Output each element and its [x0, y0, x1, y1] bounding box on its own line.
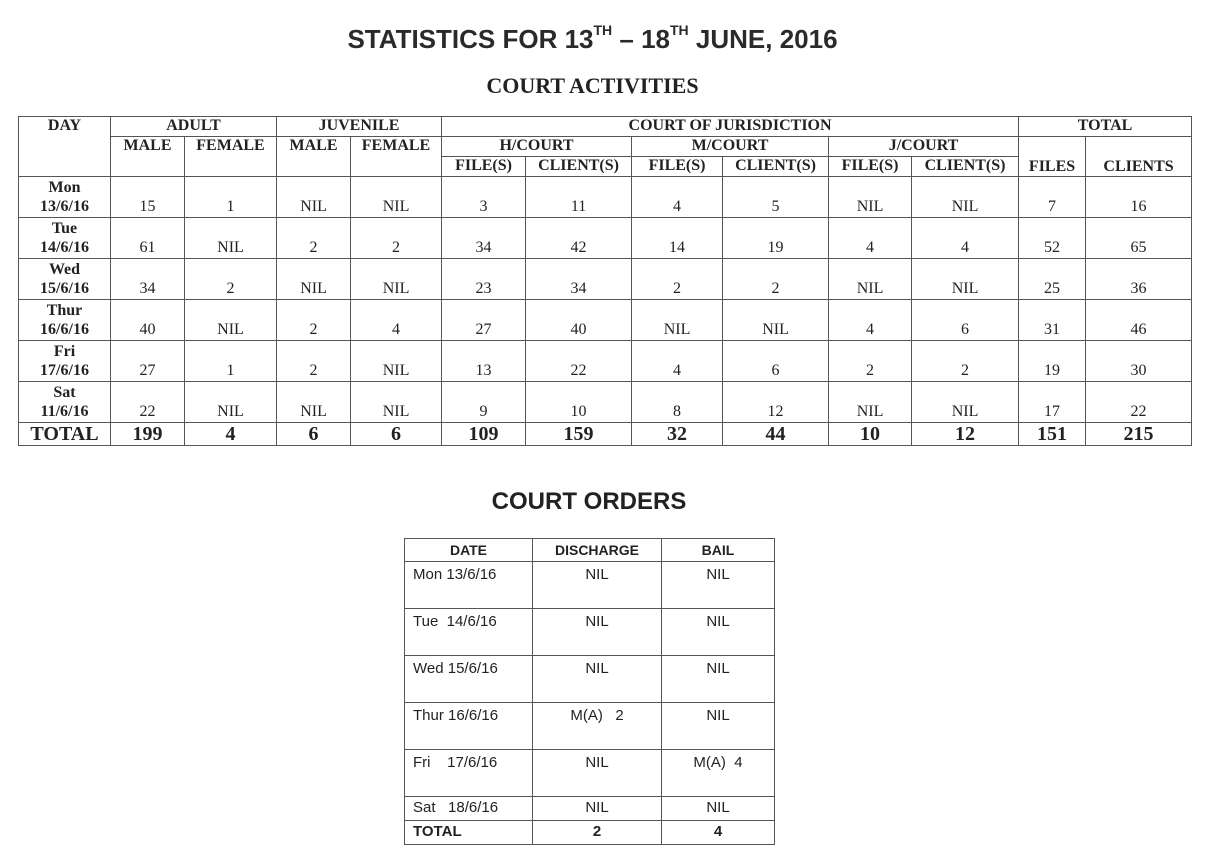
order-bail: NIL — [662, 703, 775, 750]
header-court-of-jurisdiction: COURT OF JURISDICTION — [442, 117, 1019, 137]
order-bail: NIL — [662, 609, 775, 656]
court-orders-table — [404, 538, 775, 845]
total-cell: 6 — [277, 423, 351, 446]
day-date: 16/6/16 — [40, 321, 89, 338]
orders-total-label: TOTAL — [405, 821, 533, 845]
table-row — [19, 218, 1192, 259]
data-cell: 5 — [723, 177, 829, 218]
total-cell: 44 — [723, 423, 829, 446]
order-discharge: NIL — [533, 750, 662, 797]
header-adult: ADULT — [111, 117, 277, 137]
header-hcourt: H/COURT — [442, 137, 632, 157]
table-row — [405, 750, 775, 797]
data-cell: 2 — [277, 218, 351, 259]
title-sup: TH — [593, 22, 613, 38]
day-date: 15/6/16 — [40, 280, 89, 297]
data-cell: 61 — [111, 218, 185, 259]
order-date: Tue 14/6/16 — [405, 609, 533, 656]
total-cell: 32 — [632, 423, 723, 446]
order-bail: NIL — [662, 797, 775, 821]
header-hcourt-files: FILE(S) — [442, 157, 526, 177]
data-cell: 6 — [723, 341, 829, 382]
data-cell: 22 — [1086, 382, 1192, 423]
data-cell: 1 — [185, 177, 277, 218]
header-discharge: DISCHARGE — [533, 539, 662, 562]
order-discharge: NIL — [533, 609, 662, 656]
day-cell — [19, 300, 111, 341]
data-cell: 12 — [723, 382, 829, 423]
data-cell: 11 — [526, 177, 632, 218]
court-activities-table — [18, 116, 1192, 446]
table-row — [19, 300, 1192, 341]
data-cell: 23 — [442, 259, 526, 300]
data-cell: NIL — [632, 300, 723, 341]
data-cell: 2 — [277, 341, 351, 382]
day-date: 11/6/16 — [40, 403, 89, 420]
data-cell: NIL — [723, 300, 829, 341]
header-total: TOTAL — [1019, 117, 1192, 137]
day-date: 13/6/16 — [40, 198, 89, 215]
order-discharge: NIL — [533, 797, 662, 821]
data-cell: 14 — [632, 218, 723, 259]
data-cell: 4 — [632, 177, 723, 218]
data-cell: 34 — [526, 259, 632, 300]
header-mcourt-clients: CLIENT(S) — [723, 157, 829, 177]
order-discharge: M(A) 2 — [533, 703, 662, 750]
day-cell — [19, 259, 111, 300]
data-cell: NIL — [277, 177, 351, 218]
data-cell: NIL — [829, 259, 912, 300]
day-cell — [19, 177, 111, 218]
data-cell: 3 — [442, 177, 526, 218]
orders-total-row — [405, 821, 775, 845]
page-title — [0, 24, 1185, 55]
data-cell: 30 — [1086, 341, 1192, 382]
table-row — [405, 703, 775, 750]
day-cell — [19, 218, 111, 259]
data-cell: 17 — [1019, 382, 1086, 423]
header-hcourt-clients: CLIENT(S) — [526, 157, 632, 177]
data-cell: NIL — [912, 382, 1019, 423]
data-cell: 27 — [442, 300, 526, 341]
data-cell: NIL — [277, 259, 351, 300]
order-discharge: NIL — [533, 562, 662, 609]
data-cell: 40 — [111, 300, 185, 341]
total-cell: 109 — [442, 423, 526, 446]
data-cell: 13 — [442, 341, 526, 382]
table-row — [405, 656, 775, 703]
data-cell: 34 — [442, 218, 526, 259]
order-bail: M(A) 4 — [662, 750, 775, 797]
order-date: Sat 18/6/16 — [405, 797, 533, 821]
data-cell: 2 — [632, 259, 723, 300]
title-part: JUNE, 2016 — [688, 24, 838, 54]
header-date: DATE — [405, 539, 533, 562]
data-cell: 10 — [526, 382, 632, 423]
section-title-court-activities: COURT ACTIVITIES — [486, 73, 699, 98]
header-jcourt-files: FILE(S) — [829, 157, 912, 177]
data-cell: NIL — [277, 382, 351, 423]
day-cell — [19, 341, 111, 382]
data-cell: 36 — [1086, 259, 1192, 300]
data-cell: NIL — [185, 382, 277, 423]
total-cell: 151 — [1019, 423, 1086, 446]
data-cell: 52 — [1019, 218, 1086, 259]
data-cell: 16 — [1086, 177, 1192, 218]
data-cell: NIL — [829, 177, 912, 218]
order-bail: NIL — [662, 562, 775, 609]
data-cell: 2 — [351, 218, 442, 259]
table-row — [405, 562, 775, 609]
data-cell: 22 — [111, 382, 185, 423]
table-row — [19, 341, 1192, 382]
data-cell: 40 — [526, 300, 632, 341]
orders-total-bail: 4 — [662, 821, 775, 845]
header-adult-male: MALE — [111, 137, 185, 177]
order-date: Fri 17/6/16 — [405, 750, 533, 797]
data-cell: 25 — [1019, 259, 1086, 300]
total-row — [19, 423, 1192, 446]
data-cell: 4 — [829, 300, 912, 341]
header-total-files: FILES — [1019, 137, 1086, 177]
total-cell: 6 — [351, 423, 442, 446]
orders-total-discharge: 2 — [533, 821, 662, 845]
data-cell: 4 — [632, 341, 723, 382]
data-cell: 65 — [1086, 218, 1192, 259]
data-cell: 4 — [829, 218, 912, 259]
data-cell: 15 — [111, 177, 185, 218]
order-date: Thur 16/6/16 — [405, 703, 533, 750]
header-juvenile: JUVENILE — [277, 117, 442, 137]
data-cell: 9 — [442, 382, 526, 423]
header-juvenile-male: MALE — [277, 137, 351, 177]
title-part: – 18 — [612, 24, 670, 54]
data-cell: NIL — [351, 382, 442, 423]
header-jcourt-clients: CLIENT(S) — [912, 157, 1019, 177]
header-juvenile-female: FEMALE — [351, 137, 442, 177]
order-bail: NIL — [662, 656, 775, 703]
data-cell: NIL — [185, 218, 277, 259]
total-cell: 199 — [111, 423, 185, 446]
day-cell — [19, 382, 111, 423]
header-day: DAY — [19, 117, 111, 177]
section-title-court-orders: COURT ORDERS — [491, 488, 687, 515]
data-cell: 7 — [1019, 177, 1086, 218]
data-cell: 2 — [829, 341, 912, 382]
total-label: TOTAL — [19, 423, 111, 446]
data-cell: 19 — [1019, 341, 1086, 382]
data-cell: 4 — [912, 218, 1019, 259]
table-row — [19, 259, 1192, 300]
data-cell: 4 — [351, 300, 442, 341]
header-bail: BAIL — [662, 539, 775, 562]
day-date: 14/6/16 — [40, 239, 89, 256]
total-cell: 4 — [185, 423, 277, 446]
title-part: STATISTICS FOR 13 — [347, 24, 594, 54]
data-cell: 6 — [912, 300, 1019, 341]
data-cell: 46 — [1086, 300, 1192, 341]
total-cell: 10 — [829, 423, 912, 446]
data-cell: 31 — [1019, 300, 1086, 341]
data-cell: NIL — [912, 259, 1019, 300]
day-name: Tue — [51, 220, 78, 237]
total-cell: 159 — [526, 423, 632, 446]
data-cell: NIL — [912, 177, 1019, 218]
day-name: Sat — [53, 384, 76, 401]
data-cell: NIL — [351, 177, 442, 218]
day-name: Mon — [48, 179, 81, 196]
order-date: Mon 13/6/16 — [405, 562, 533, 609]
order-discharge: NIL — [533, 656, 662, 703]
data-cell: 8 — [632, 382, 723, 423]
table-row — [19, 382, 1192, 423]
data-cell: 2 — [185, 259, 277, 300]
day-name: Wed — [48, 261, 81, 278]
data-cell: 27 — [111, 341, 185, 382]
table-row — [405, 609, 775, 656]
data-cell: 22 — [526, 341, 632, 382]
day-date: 17/6/16 — [40, 362, 89, 379]
data-cell: 34 — [111, 259, 185, 300]
header-total-clients: CLIENTS — [1086, 137, 1192, 177]
table-row — [405, 797, 775, 821]
total-cell: 12 — [912, 423, 1019, 446]
title-sup: TH — [670, 22, 689, 38]
table-row — [19, 177, 1192, 218]
data-cell: NIL — [351, 259, 442, 300]
data-cell: 2 — [912, 341, 1019, 382]
data-cell: 1 — [185, 341, 277, 382]
total-cell: 215 — [1086, 423, 1192, 446]
header-jcourt: J/COURT — [829, 137, 1019, 157]
order-date: Wed 15/6/16 — [405, 656, 533, 703]
header-mcourt-files: FILE(S) — [632, 157, 723, 177]
data-cell: NIL — [185, 300, 277, 341]
header-adult-female: FEMALE — [185, 137, 277, 177]
data-cell: 19 — [723, 218, 829, 259]
day-name: Thur — [46, 302, 83, 319]
data-cell: NIL — [829, 382, 912, 423]
data-cell: 2 — [723, 259, 829, 300]
data-cell: 2 — [277, 300, 351, 341]
header-mcourt: M/COURT — [632, 137, 829, 157]
day-name: Fri — [53, 343, 76, 360]
data-cell: NIL — [351, 341, 442, 382]
data-cell: 42 — [526, 218, 632, 259]
